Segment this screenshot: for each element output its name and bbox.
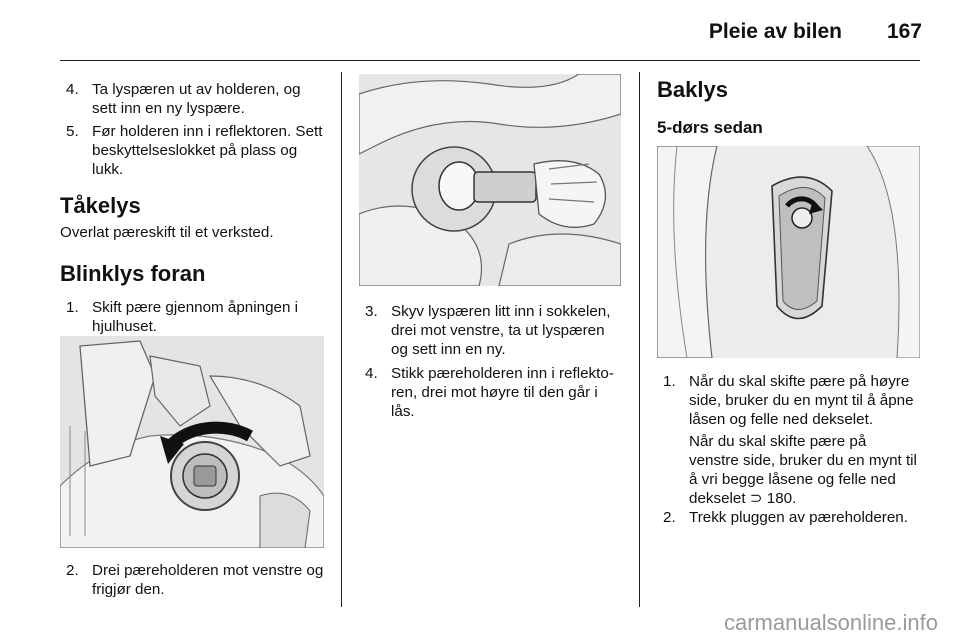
page-ref-number[interactable]: 180. bbox=[766, 490, 797, 507]
step-number: 4. bbox=[66, 81, 79, 98]
front-indicator-heading: Blinklys foran bbox=[60, 261, 206, 286]
step-text: Når du skal skifte pære på høyre side, bruker du en mynt til å åpne låsen og felle ned dekselet. bbox=[689, 373, 914, 428]
step-text: Drei pæreholderen mot venstre og frigjør den. bbox=[92, 562, 324, 598]
watermark: carmanualsonline.info bbox=[723, 610, 938, 635]
step-4 bbox=[365, 364, 621, 420]
step-text: Skyv lyspæren litt inn i sokkelen, drei mot venstre, ta ut lyspæren og sett inn en ny. bbox=[391, 303, 611, 358]
step-4 bbox=[66, 80, 328, 120]
step-3 bbox=[365, 302, 621, 362]
step-2 bbox=[66, 561, 328, 601]
column-divider-left bbox=[341, 72, 342, 607]
front-indicator-illustration bbox=[60, 336, 324, 548]
step-text: Skift pære gjennom åpningen i hjulhuset. bbox=[92, 299, 299, 335]
rear-cover-illustration bbox=[657, 146, 920, 358]
step-2 bbox=[663, 508, 920, 530]
sedan-subheading: 5-dørs sedan bbox=[657, 118, 763, 137]
step-number: 1. bbox=[663, 373, 676, 390]
step-number: 5. bbox=[66, 123, 79, 140]
step-text: Ta lyspæren ut av holderen, og sett inn en ny lyspære. bbox=[92, 81, 301, 117]
step-number: 1. bbox=[66, 299, 79, 316]
step-1 bbox=[66, 298, 328, 338]
step-number: 3. bbox=[365, 303, 378, 320]
header-rule bbox=[60, 60, 920, 61]
step-1 bbox=[663, 372, 920, 432]
step-text: Stikk pæreholderen inn i reflektoren, drei mot høyre til den går i lås. bbox=[391, 365, 614, 420]
step-number: 2. bbox=[663, 509, 676, 526]
step-text: Før holderen inn i reflektoren. Sett beskyttelseslokket på plass og lukk. bbox=[92, 123, 323, 178]
step-1-extra-text: Når du skal skifte pære på venstre side, bruker du en mynt til å vri begge låsene og felle ned dekselet bbox=[689, 433, 917, 507]
column-divider-right bbox=[639, 72, 640, 607]
header-title: Pleie av bilen bbox=[708, 20, 842, 43]
step-1-extra bbox=[689, 432, 920, 508]
rear-bulb-illustration bbox=[359, 74, 621, 286]
step-text: Trekk pluggen av pæreholderen. bbox=[689, 509, 908, 526]
page-ref-icon: ⊃ bbox=[749, 490, 763, 507]
page-number: 167 bbox=[886, 20, 922, 43]
fog-heading: Tåkelys bbox=[60, 193, 141, 218]
fog-text: Overlat pæreskift til et verksted. bbox=[60, 224, 274, 241]
step-number: 4. bbox=[365, 365, 378, 382]
step-number: 2. bbox=[66, 562, 79, 579]
rear-lights-heading: Baklys bbox=[657, 77, 728, 102]
step-5 bbox=[66, 122, 328, 182]
